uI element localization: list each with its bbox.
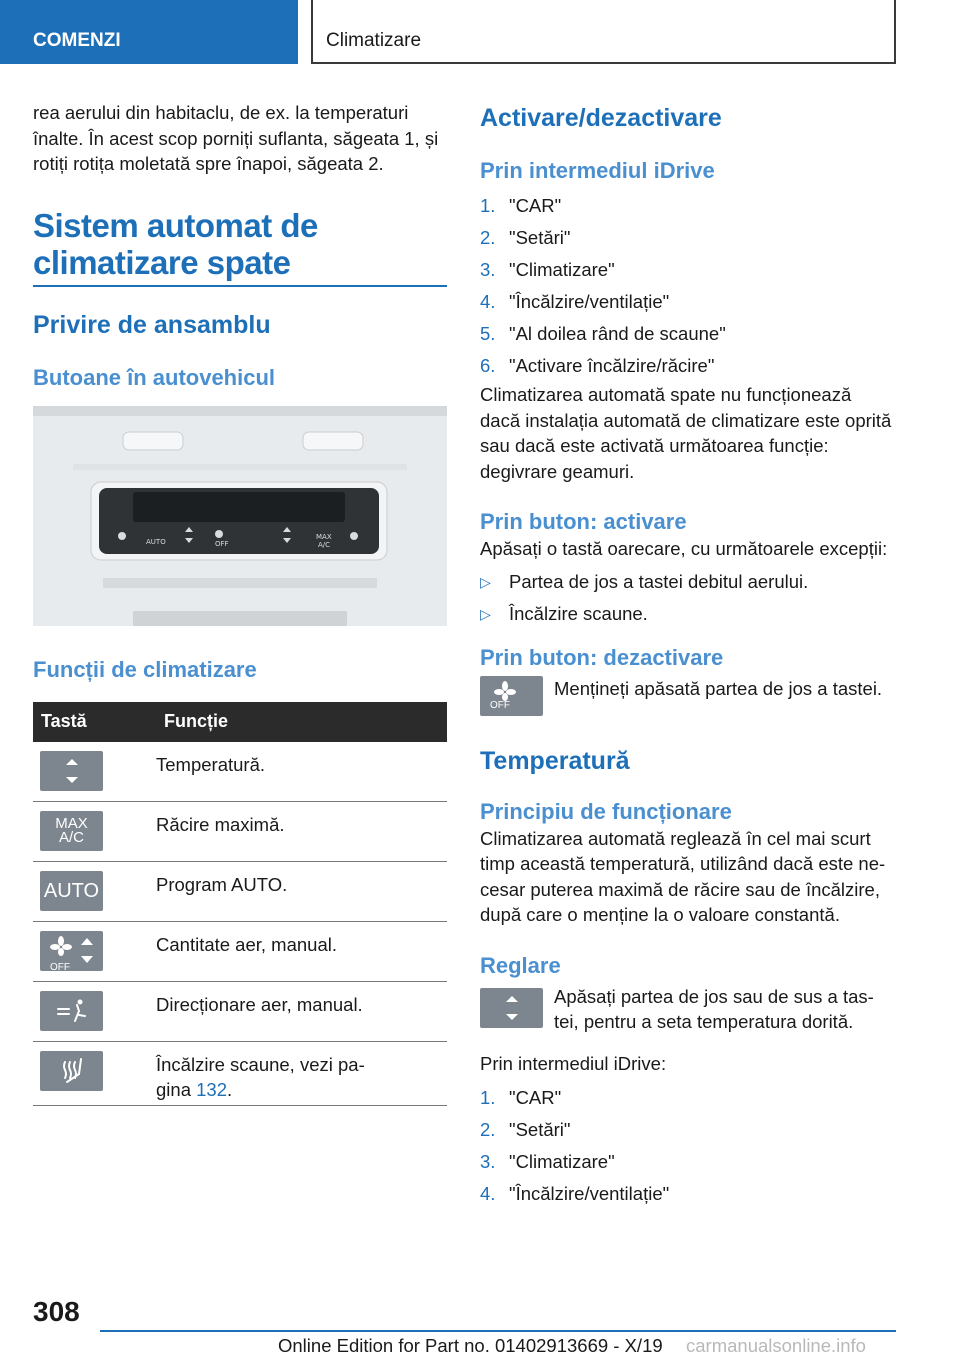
principle-text: Climatizarea automată reglează în cel mai scurt timp această temperatură, utilizând dacă este ne-cesar puterea maximă de răcire sau de încălzire, după care o menține la o valoare constantă. [480, 827, 886, 925]
functions-heading: Funcții de climatizare [33, 656, 257, 682]
function-text: Direcționare aer, manual. [156, 982, 447, 1042]
max-ac-icon [40, 811, 103, 851]
btn-off-heading: Prin buton: dezactivare [480, 644, 724, 670]
off-label: OFF [50, 962, 70, 973]
function-text: Încălzire scaune, vezi pa- [156, 1054, 365, 1075]
temperature-arrows-icon [40, 751, 103, 791]
bullet-icon: ▷ [480, 605, 491, 622]
adjust-text: Apăsați partea de jos sau de sus a tas-tei, pentru a seta temperatura dorită. [554, 985, 874, 1032]
list-item: 1. "CAR" [480, 1087, 562, 1108]
list-item: 3. "Climatizare" [480, 1151, 615, 1172]
exceptions-list [480, 566, 896, 630]
function-text: Temperatură. [156, 742, 447, 802]
panel-auto-label: AUTO [146, 537, 166, 546]
function-text-end: . [227, 1079, 233, 1100]
left-column [33, 100, 447, 1106]
panel-ac-label: A/C [318, 540, 331, 549]
btn-on-text: Apăsați o tastă oarecare, cu următoarele excepții: [480, 538, 888, 559]
functions-table [33, 702, 447, 1107]
temperature-heading: Temperatură [480, 746, 630, 775]
table-header-row [33, 702, 447, 742]
off-label: OFF [490, 699, 510, 711]
max-label: MAX [55, 815, 88, 832]
auto-label: AUTO [43, 879, 100, 902]
edition-text: Online Edition for Part no. 01402913669 - X/19 [278, 1335, 663, 1356]
air-direction-icon [40, 991, 103, 1031]
seat-heating-icon [40, 1051, 103, 1091]
principle-heading: Principiu de funcționare [480, 798, 732, 824]
section-tab: COMENZI [0, 0, 298, 64]
list-item: ▷ Încălzire scaune. [480, 598, 896, 630]
col-header-function: Funcție [156, 702, 447, 742]
page-number: 308 [33, 1296, 80, 1327]
page-link[interactable]: 132 [196, 1079, 227, 1100]
fan-off-icon [40, 931, 103, 971]
col-header-key: Tastă [33, 702, 156, 742]
list-item: 1. "CAR" [480, 195, 562, 216]
function-text-continued: gina [156, 1079, 197, 1100]
list-item: 2. "Setări" [480, 1119, 571, 1140]
table-row [33, 862, 447, 922]
list-item: 4. "Încălzire/ventilație" [480, 291, 670, 312]
overview-heading: Privire de ansamblu [33, 310, 271, 339]
function-text: Cantitate aer, manual. [156, 922, 447, 982]
adjust-heading: Reglare [480, 952, 561, 978]
panel-off-label: OFF [215, 539, 229, 548]
table-row [33, 982, 447, 1042]
chapter-title: Climatizare [311, 0, 896, 64]
right-column [480, 100, 896, 1210]
btn-off-text: Mențineți apăsată partea de jos a tastei. [554, 677, 883, 699]
panel-max-label: MAX [316, 532, 332, 541]
list-item: 5. "Al doilea rând de scaune" [480, 323, 726, 344]
function-text: Program AUTO. [156, 862, 447, 922]
activation-heading: Activare/dezactivare [480, 104, 722, 132]
list-item: ▷ Partea de jos a tastei debitul aerului. [480, 566, 896, 598]
function-text: Răcire maximă. [156, 802, 447, 862]
list-item: 4. "Încălzire/ventilație" [480, 1183, 670, 1204]
main-heading: Sistem automat de climatizare spate [33, 206, 318, 281]
idrive-text: Prin intermediul iDrive: [480, 1052, 667, 1074]
idrive-heading: Prin intermediul iDrive [480, 158, 715, 183]
list-item: 6. "Activare încălzire/răcire" [480, 355, 715, 376]
footer-divider [100, 1330, 896, 1332]
intro-paragraph: rea aerului din habitaclu, de ex. la temperaturi înalte. În acest scop porniți suflanta, săgeata 1, și rotiți rotița moletată spre înapoi, săgeata 2. [33, 102, 439, 174]
fan-off-icon [480, 676, 543, 716]
table-row [33, 742, 447, 802]
control-panel-photo [33, 406, 447, 626]
list-item: 2. "Setări" [480, 227, 571, 248]
heading-divider [33, 285, 447, 287]
btn-on-heading: Prin buton: activare [480, 509, 687, 534]
auto-program-icon [40, 871, 103, 911]
temperature-arrows-icon [480, 988, 543, 1028]
buttons-heading: Butoane în autovehicul [33, 364, 276, 390]
table-row [33, 1042, 447, 1106]
idrive-steps-list-2 [480, 1082, 896, 1210]
bullet-icon: ▷ [480, 573, 491, 590]
table-row [33, 802, 447, 862]
note-paragraph: Climatizarea automată spate nu funcționează dacă instalația automată de climatizare este oprită sau dacă este activată următoarea funcție: degivrare geamuri. [480, 384, 892, 482]
table-row [33, 922, 447, 982]
idrive-steps-list [480, 190, 896, 382]
watermark: carmanualsonline.info [686, 1335, 866, 1356]
list-item: 3. "Climatizare" [480, 259, 615, 280]
ac-label: A/C [58, 829, 84, 846]
